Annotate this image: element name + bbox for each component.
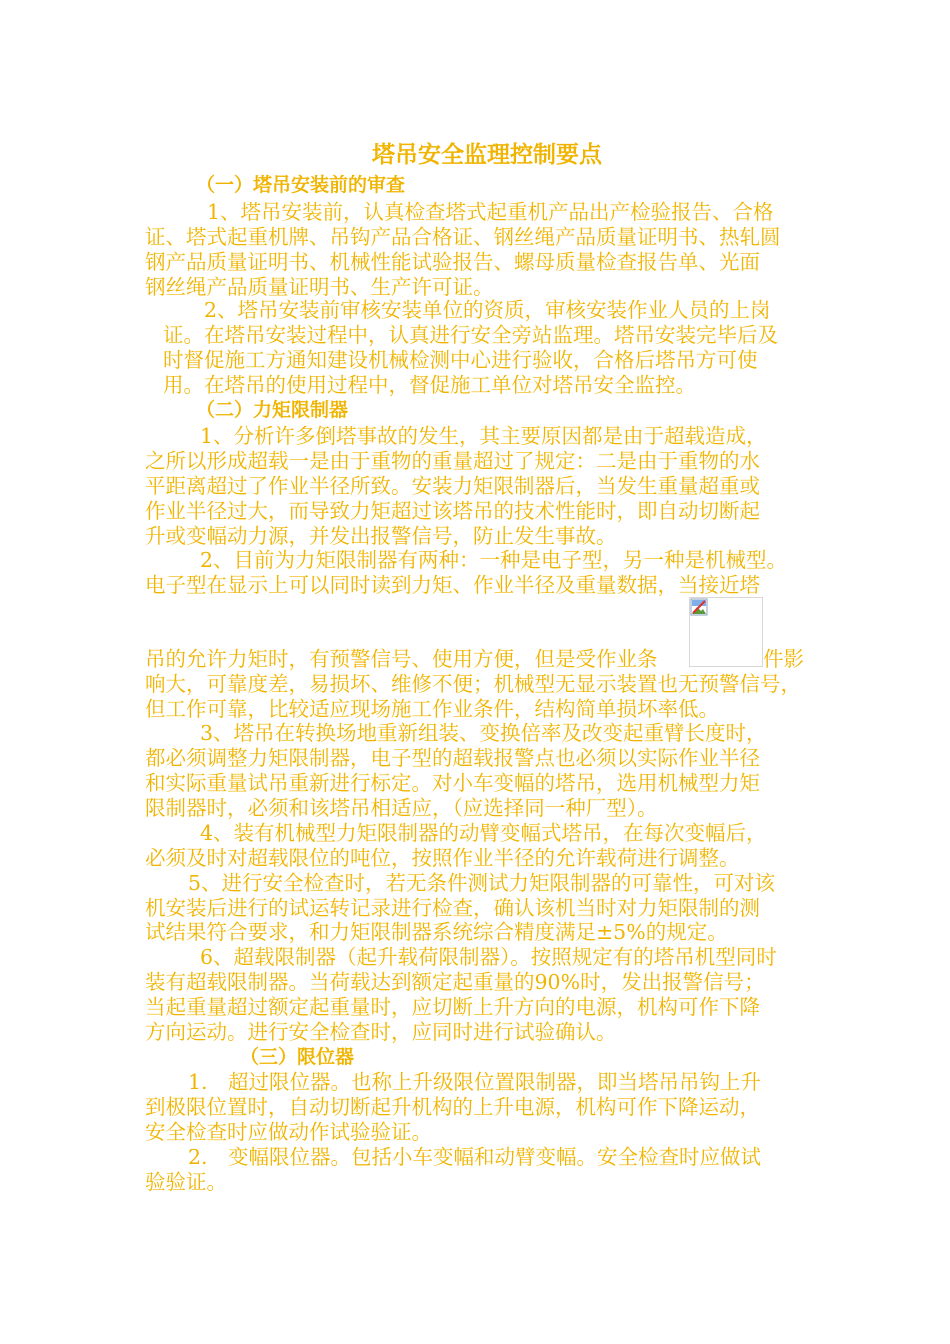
paragraph-line: 1、塔吊安装前，认真检查塔式起重机产品出产检验报告、合格 — [207, 200, 774, 224]
paragraph-line: 必须及时对超载限位的吨位，按照作业半径的允许载荷进行调整。 — [145, 846, 740, 870]
section-heading-3: （三）限位器 — [240, 1046, 355, 1068]
paragraph-line: 安全检查时应做动作试验验证。 — [145, 1120, 432, 1144]
paragraph-line: 吊的允许力矩时，有预警信号、使用方便，但是受作业条 — [145, 647, 658, 671]
paragraph-line: 1. 超过限位器。也称上升级限位置限制器，即当塔吊吊钩上升 — [188, 1070, 762, 1094]
paragraph-line: 都必须调整力矩限制器，电子型的超载报警点也必须以实际作业半径 — [145, 746, 760, 770]
paragraph-line: 2. 变幅限位器。包括小车变幅和动臂变幅。安全检查时应做试 — [188, 1145, 762, 1169]
paragraph-line: 6、超载限制器（起升载荷限制器）。按照规定有的塔吊机型同时 — [200, 945, 777, 969]
paragraph-line: 装有超载限制器。当荷载达到额定起重量的90%时，发出报警信号； — [145, 970, 765, 994]
paragraph-line: 电子型在显示上可以同时读到力矩、作业半径及重量数据，当接近塔 — [145, 573, 760, 597]
paragraph-line: 2、目前为力矩限制器有两种：一种是电子型，另一种是机械型。 — [200, 548, 788, 572]
paragraph-line: 4、装有机械型力矩限制器的动臂变幅式塔吊，在每次变幅后， — [200, 821, 767, 845]
broken-image-icon — [690, 598, 708, 616]
paragraph-line: 之所以形成超载一是由于重物的重量超过了规定：二是由于重物的水 — [145, 449, 760, 473]
paragraph-line: 限制器时，必须和该塔吊相适应，（应选择同一种厂型）。 — [145, 796, 658, 820]
paragraph-line: 平距离超过了作业半径所致。安装力矩限制器后，当发生重量超重或 — [145, 474, 760, 498]
paragraph-line: 当起重量超过额定起重量时，应切断上升方向的电源，机构可作下降 — [145, 995, 760, 1019]
section-heading-2: （二）力矩限制器 — [196, 399, 349, 421]
paragraph-line: 钢丝绳产品质量证明书、生产许可证。 — [145, 275, 494, 299]
paragraph-line: 作业半径过大，而导致力矩超过该塔吊的技术性能时，即自动切断起 — [145, 499, 760, 523]
paragraph-line: 5、进行安全检查时，若无条件测试力矩限制器的可靠性，可对该 — [188, 871, 776, 895]
paragraph-line: 1、分析许多倒塔事故的发生，其主要原因都是由于超载造成， — [200, 424, 767, 448]
paragraph-line: 方向运动。进行安全检查时，应同时进行试验确认。 — [145, 1020, 617, 1044]
paragraph-line: 验验证。 — [145, 1170, 227, 1194]
paragraph-line: 升或变幅动力源，并发出报警信号，防止发生事故。 — [145, 524, 617, 548]
paragraph-line: 证。在塔吊安装过程中，认真进行安全旁站监理。塔吊安装完毕后及 — [163, 323, 778, 347]
paragraph-line: 机安装后进行的试运转记录进行检查，确认该机当时对力矩限制的测 — [145, 896, 760, 920]
paragraph-line: 用。在塔吊的使用过程中，督促施工单位对塔吊安全监控。 — [163, 373, 696, 397]
section-heading-1: （一）塔吊安装前的审查 — [196, 174, 406, 196]
paragraph-line: 试结果符合要求，和力矩限制器系统综合精度满足±5%的规定。 — [145, 920, 728, 944]
paragraph-line: 时督促施工方通知建设机械检测中心进行验收，合格后塔吊方可使 — [163, 348, 758, 372]
broken-image-placeholder — [689, 597, 763, 667]
paragraph-line: 2、塔吊安装前审核安装单位的资质，审核安装作业人员的上岗 — [204, 298, 771, 322]
paragraph-line: 和实际重量试吊重新进行标定。对小车变幅的塔吊，选用机械型力矩 — [145, 771, 760, 795]
paragraph-line: 但工作可靠，比较适应现场施工作业条件，结构简单损坏率低。 — [145, 697, 719, 721]
paragraph-line: 响大，可靠度差，易损坏、维修不便；机械型无显示装置也无预警信号， — [145, 672, 801, 696]
document-title: 塔吊安全监理控制要点 — [372, 142, 602, 168]
paragraph-line: 到极限位置时，自动切断起升机构的上升电源，机构可作下降运动， — [145, 1095, 760, 1119]
paragraph-line: 钢产品质量证明书、机械性能试验报告、螺母质量检查报告单、光面 — [145, 250, 760, 274]
paragraph-line: 件影 — [763, 647, 804, 671]
paragraph-line: 证、塔式起重机牌、吊钩产品合格证、钢丝绳产品质量证明书、热轧圆 — [145, 225, 781, 249]
paragraph-line: 3、塔吊在转换场地重新组装、变换倍率及改变起重臂长度时， — [200, 721, 767, 745]
